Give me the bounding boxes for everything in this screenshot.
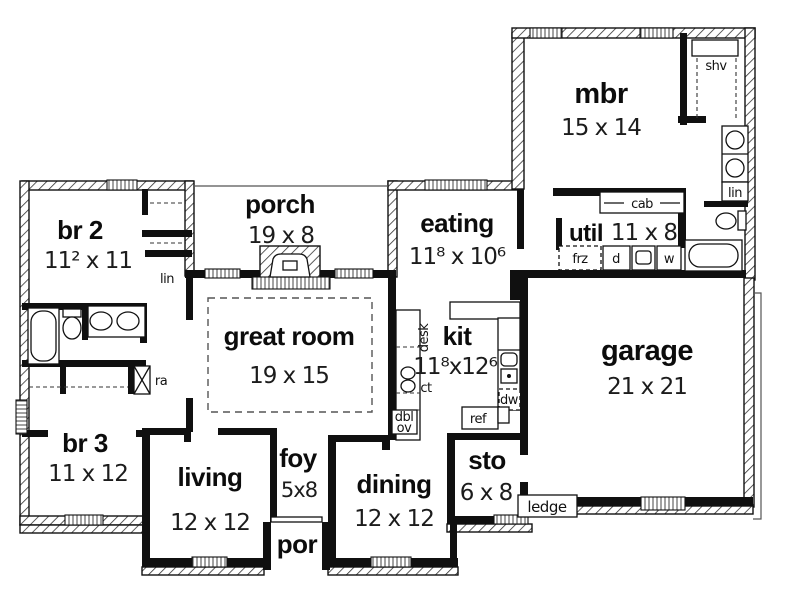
- refrigerator-label: ref: [469, 412, 487, 427]
- room-dims-great-room: 19 x 15: [249, 363, 329, 389]
- freezer-label: frz: [572, 252, 588, 267]
- room-label-sto: sto: [468, 445, 506, 475]
- wall: [704, 201, 748, 207]
- wall-footing: [447, 524, 532, 532]
- room-label-great-room: great room: [223, 321, 355, 351]
- desk-label: desk: [417, 323, 432, 353]
- wall-footing: [142, 567, 264, 575]
- room-label-garage: garage: [600, 335, 694, 367]
- window: [65, 515, 103, 525]
- wall: [186, 276, 193, 320]
- room-label-por: por: [276, 529, 318, 559]
- wall: [447, 433, 527, 440]
- room-label-kit: kit: [442, 321, 472, 351]
- wall-footing: [20, 525, 146, 533]
- window: [107, 180, 137, 190]
- wall: [678, 116, 706, 123]
- room-dims-foy: 5x8: [280, 478, 318, 502]
- wall: [270, 428, 277, 522]
- wall: [556, 218, 562, 250]
- ledge-label: ledge: [527, 498, 567, 516]
- room-dims-kit: 11⁸x12⁶: [413, 354, 497, 380]
- pantry-box: [498, 407, 509, 423]
- window: [205, 269, 240, 278]
- room-dims-porch: 19 x 8: [247, 223, 315, 249]
- room-dims-dining: 12 x 12: [354, 506, 434, 532]
- room-label-porch: porch: [245, 189, 315, 219]
- toilet-tank: [63, 309, 81, 317]
- window: [192, 557, 227, 567]
- room-label-living: living: [177, 462, 243, 492]
- wall: [744, 278, 754, 507]
- room-dims-mbr: 15 x 14: [561, 115, 641, 141]
- wall: [145, 250, 192, 257]
- wall: [263, 522, 271, 570]
- room-dims-sto: 6 x 8: [459, 480, 513, 506]
- linen-label-br2: lin: [160, 272, 174, 287]
- countertop-label: ct: [420, 381, 432, 396]
- wall-footing: [328, 567, 458, 575]
- room-dims-living: 12 x 12: [170, 510, 250, 536]
- toilet-tank: [738, 211, 746, 230]
- firebox-insert: [283, 261, 297, 270]
- master-suite-fixtures: [685, 40, 748, 271]
- wall: [185, 181, 194, 276]
- wall: [335, 435, 384, 442]
- room-label-util: util: [569, 220, 603, 247]
- dishwasher-label: dw: [500, 393, 518, 408]
- double-oven-label-1: dbl: [394, 410, 414, 425]
- wall: [128, 366, 134, 394]
- cooktop-burner: [507, 374, 511, 378]
- wall: [680, 33, 687, 125]
- wall: [520, 278, 528, 455]
- wall: [512, 33, 524, 189]
- wall: [517, 189, 524, 249]
- wall: [447, 433, 455, 523]
- window: [530, 28, 562, 38]
- wall: [510, 270, 522, 300]
- room-label-dining: dining: [356, 469, 432, 499]
- room-label-foy: foy: [279, 443, 317, 473]
- shelves-label: shv: [705, 59, 727, 74]
- room-label-br3: br 3: [62, 428, 108, 458]
- window: [640, 28, 673, 38]
- window: [335, 269, 373, 278]
- wall: [82, 303, 88, 340]
- front-door-sill: [271, 517, 322, 522]
- linen-label-master: lin: [728, 186, 742, 201]
- window: [371, 557, 411, 567]
- washer-label: w: [663, 252, 675, 267]
- return-air-label: ra: [154, 374, 168, 389]
- double-oven-label-2: ov: [396, 421, 412, 436]
- toilet: [716, 213, 736, 229]
- shelf-box: [692, 40, 738, 56]
- wall: [142, 428, 150, 567]
- wall: [388, 181, 397, 277]
- wall: [186, 398, 193, 432]
- toilet: [63, 317, 81, 339]
- wall: [328, 435, 336, 565]
- fireplace: [252, 246, 330, 289]
- room-label-eating: eating: [420, 208, 494, 238]
- room-dims-util: 11 x 8: [610, 220, 678, 246]
- wall: [218, 428, 277, 435]
- window: [425, 180, 487, 190]
- room-dims-eating: 11⁸ x 10⁶: [408, 244, 506, 270]
- room-dims-br3: 11 x 12: [48, 461, 128, 487]
- wall: [184, 428, 191, 442]
- room-dims-br2: 11² x 11: [44, 248, 132, 274]
- room-label-br2: br 2: [57, 215, 103, 245]
- counter: [450, 302, 520, 319]
- wall: [142, 230, 192, 237]
- wall: [60, 366, 66, 394]
- cabinet-label: cab: [631, 197, 653, 212]
- wall: [150, 428, 184, 435]
- wall: [142, 189, 148, 215]
- room-dims-garage: 21 x 21: [607, 374, 687, 400]
- window: [16, 400, 27, 434]
- dryer-label: d: [612, 252, 620, 267]
- room-label-mbr: mbr: [574, 78, 628, 110]
- great-room-dashed-outline: [208, 298, 372, 412]
- garage-vent: [641, 497, 685, 510]
- hearth-band: [252, 277, 330, 289]
